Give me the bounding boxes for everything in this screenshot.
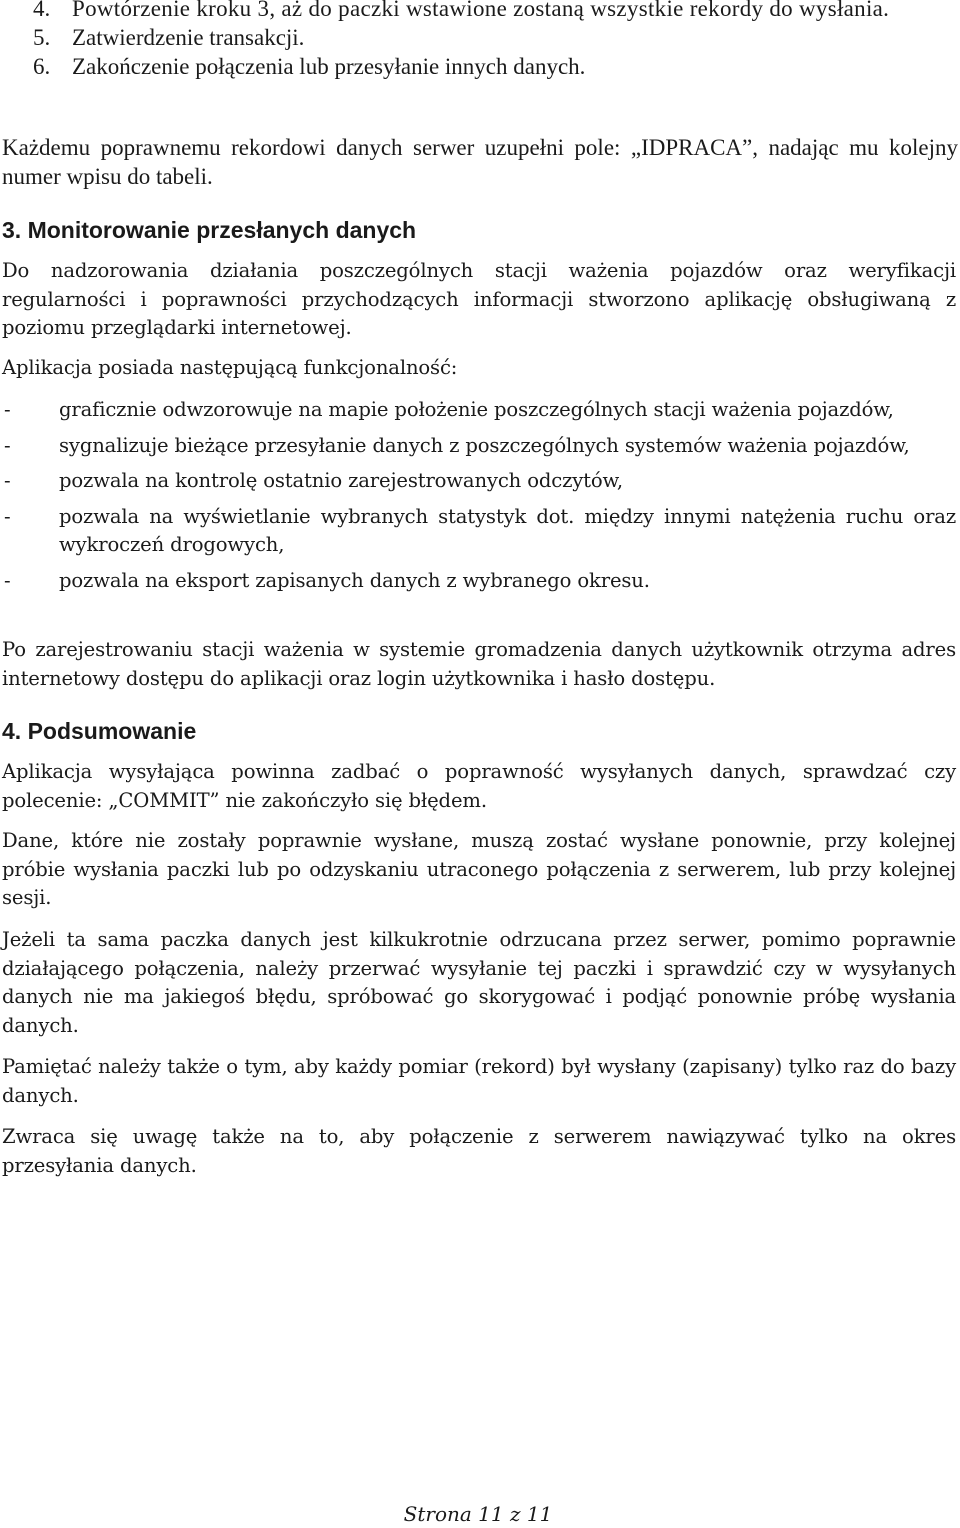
list-text: Powtórzenie kroku 3, aż do paczki wstawione zostaną wszystkie rekordy do wysłania. <box>72 0 890 21</box>
dash-bullet: - <box>4 398 11 421</box>
list-item <box>2 567 956 596</box>
list-item <box>2 467 956 496</box>
list-text: Zakończenie połączenia lub przesyłanie innych danych. <box>72 54 586 79</box>
list-item <box>0 52 958 81</box>
list-item <box>2 396 956 425</box>
numbered-list <box>0 0 958 81</box>
feature-text: sygnalizuje bieżące przesyłanie danych z poszczególnych systemów ważenia pojazdów, <box>59 433 910 457</box>
dash-bullet: - <box>4 433 11 457</box>
list-number: 5. <box>33 25 51 50</box>
list-number: 6. <box>33 54 51 79</box>
registration-paragraph: Po zarejestrowaniu stacji ważenia w systemie gromadzenia danych użytkownik otrzyma adres internetowy dostępu do aplikacji oraz login użytkownika i hasło dostępu. <box>2 638 956 690</box>
section-heading: 4. Podsumowanie <box>2 718 197 744</box>
section-heading: 3. Monitorowanie przesłanych danych <box>2 217 417 243</box>
page-footer <box>0 1500 960 1528</box>
feature-text: pozwala na wyświetlanie wybranych statystyk dot. między innymi natężenia ruchu oraz wykroczeń drogowych, <box>59 504 956 556</box>
section3-intro: Do nadzorowania działania poszczególnych stacji ważenia pojazdów oraz weryfikacji regularności i poprawności przychodzących informacji stworzono aplikację obsługiwaną z poziomu przeglądarki internetowej. <box>2 259 956 339</box>
feature-text: pozwala na kontrolę ostatnio zarejestrowanych odczytów, <box>59 469 623 492</box>
dash-bullet: - <box>4 504 11 528</box>
list-item <box>2 432 956 461</box>
summary-paragraph: Zwraca się uwagę także na to, aby połączenie z serwerem nawiązywać tylko na okres przesyłania danych. <box>2 1125 956 1177</box>
dash-bullet: - <box>4 568 11 592</box>
dash-bullet: - <box>4 469 11 492</box>
features-intro: Aplikacja posiada następującą funkcjonalność: <box>2 356 458 379</box>
summary-paragraph: Dane, które nie zostały poprawnie wysłane, muszą zostać wysłane ponownie, przy kolejnej próbie wysłania paczki lub po odzyskaniu utraconego połączenia z serwerem, lub przy kolejnej sesji. <box>2 829 956 909</box>
feature-text: graficznie odwzorowuje na mapie położenie poszczególnych stacji ważenia pojazdów, <box>59 398 894 421</box>
page-number: Strona 11 z 11 <box>403 1502 553 1526</box>
features-list <box>2 396 956 602</box>
summary-paragraph: Aplikacja wysyłająca powinna zadbać o poprawność wysyłanych danych, sprawdzać czy polecenie: „COMMIT” nie zakończyło się błędem. <box>2 760 956 812</box>
summary-paragraph: Jeżeli ta sama paczka danych jest kilkukrotnie odrzucana przez serwer, pomimo poprawnie działającego połączenia, należy przerwać wysyłanie tej paczki i sprawdzić czy w wysyłanych danych nie ma jakiegoś błędu, spróbować go skorygować i podjąć ponownie próbę wysłania danych. <box>2 928 956 1037</box>
list-item <box>0 23 958 52</box>
list-text: Zatwierdzenie transakcji. <box>72 25 305 50</box>
feature-text: pozwala na eksport zapisanych danych z wybranego okresu. <box>59 568 650 592</box>
list-item <box>2 503 956 560</box>
idpraca-paragraph: Każdemu poprawnemu rekordowi danych serwer uzupełni pole: „IDPRACA”, nadając mu kolejny numer wpisu do tabeli. <box>2 135 958 189</box>
list-item <box>0 0 958 23</box>
summary-paragraph: Pamiętać należy także o tym, aby każdy pomiar (rekord) był wysłany (zapisany) tylko raz do bazy danych. <box>2 1055 956 1107</box>
list-number: 4. <box>33 0 51 21</box>
